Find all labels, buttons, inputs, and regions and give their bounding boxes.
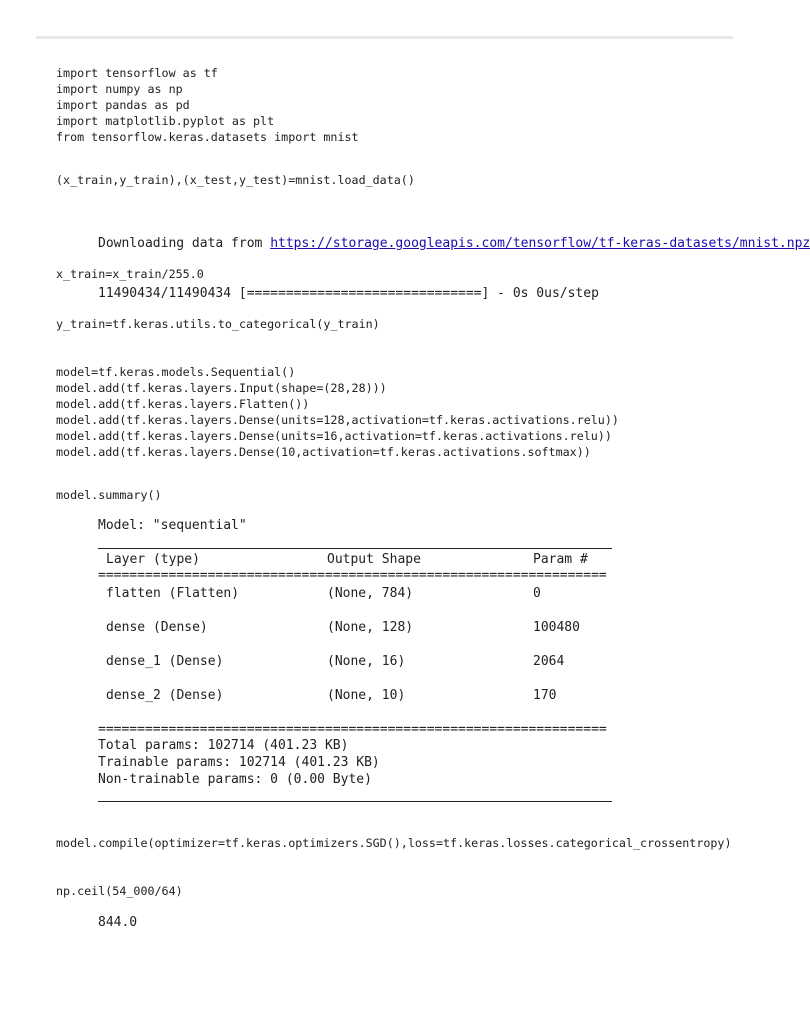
table-row [98, 688, 612, 704]
trainable-params: Trainable params: 102714 (401.23 KB) [98, 755, 380, 770]
param-count: 170 [533, 688, 557, 703]
download-progress: 11490434/11490434 [==============================] - 0s 0us/step [98, 285, 599, 301]
param-count: 0 [533, 586, 541, 601]
code-line: from tensorflow.keras.datasets import mnist [56, 130, 359, 144]
output-download [98, 203, 810, 319]
layer-name: dense (Dense) [106, 620, 208, 635]
summary-header [98, 552, 612, 568]
summary-equals-rule: ================================================================= [98, 568, 607, 583]
code-line: model.compile(optimizer=tf.keras.optimizers.SGD(),loss=tf.keras.losses.categorical_crossentropy) [56, 836, 732, 850]
code-cell-normalize[interactable] [56, 266, 204, 282]
output-ceil: 844.0 [98, 915, 138, 930]
code-cell-categorical[interactable] [56, 316, 380, 332]
code-line: y_train=tf.keras.utils.to_categorical(y_train) [56, 317, 380, 331]
header-output-shape: Output Shape [327, 552, 421, 567]
layer-name: dense_2 (Dense) [106, 688, 224, 703]
code-line: model.add(tf.keras.layers.Flatten()) [56, 397, 310, 411]
download-link[interactable]: https://storage.googleapis.com/tensorflow/tf-keras-datasets/mnist.npz [270, 236, 810, 251]
code-line: import numpy as np [56, 82, 183, 96]
code-line: x_train=x_train/255.0 [56, 267, 204, 281]
code-line: np.ceil(54_000/64) [56, 884, 183, 898]
code-cell-model[interactable] [56, 364, 619, 460]
header-layer: Layer (type) [106, 552, 200, 567]
download-prefix: Downloading data from [98, 236, 271, 251]
top-divider [36, 36, 733, 39]
code-line: model.add(tf.keras.layers.Input(shape=(28,28))) [56, 381, 387, 395]
output-shape: (None, 784) [327, 586, 414, 601]
layer-name: dense_1 (Dense) [106, 654, 224, 669]
output-shape: (None, 128) [327, 620, 414, 635]
code-cell-ceil[interactable] [56, 883, 183, 899]
output-shape: (None, 16) [327, 654, 406, 669]
layer-name: flatten (Flatten) [106, 586, 240, 601]
header-param: Param # [533, 552, 588, 567]
code-line: model.add(tf.keras.layers.Dense(units=128,activation=tf.keras.activations.relu)) [56, 413, 619, 427]
table-row [98, 620, 612, 636]
code-line: (x_train,y_train),(x_test,y_test)=mnist.load_data() [56, 173, 415, 187]
code-line: model.summary() [56, 488, 162, 502]
summary-title: Model: "sequential" [98, 518, 247, 533]
code-line: model=tf.keras.models.Sequential() [56, 365, 296, 379]
table-row [98, 586, 612, 602]
code-line: import tensorflow as tf [56, 66, 218, 80]
code-line: import matplotlib.pyplot as plt [56, 114, 275, 128]
code-cell-compile[interactable] [56, 835, 732, 851]
param-count: 2064 [533, 654, 565, 669]
table-row [98, 654, 612, 670]
total-params: Total params: 102714 (401.23 KB) [98, 738, 349, 753]
code-line: model.add(tf.keras.layers.Dense(10,activation=tf.keras.activations.softmax)) [56, 445, 591, 459]
non-trainable-params: Non-trainable params: 0 (0.00 Byte) [98, 772, 372, 787]
code-cell-load-data[interactable] [56, 172, 415, 188]
param-count: 100480 [533, 620, 580, 635]
code-cell-imports[interactable] [56, 65, 359, 145]
code-cell-summary[interactable] [56, 487, 162, 503]
summary-bottom-rule [98, 801, 612, 802]
summary-top-rule [98, 548, 612, 549]
code-line: import pandas as pd [56, 98, 190, 112]
code-line: model.add(tf.keras.layers.Dense(units=16,activation=tf.keras.activations.relu)) [56, 429, 612, 443]
summary-equals-rule: ================================================================= [98, 722, 607, 737]
output-shape: (None, 10) [327, 688, 406, 703]
